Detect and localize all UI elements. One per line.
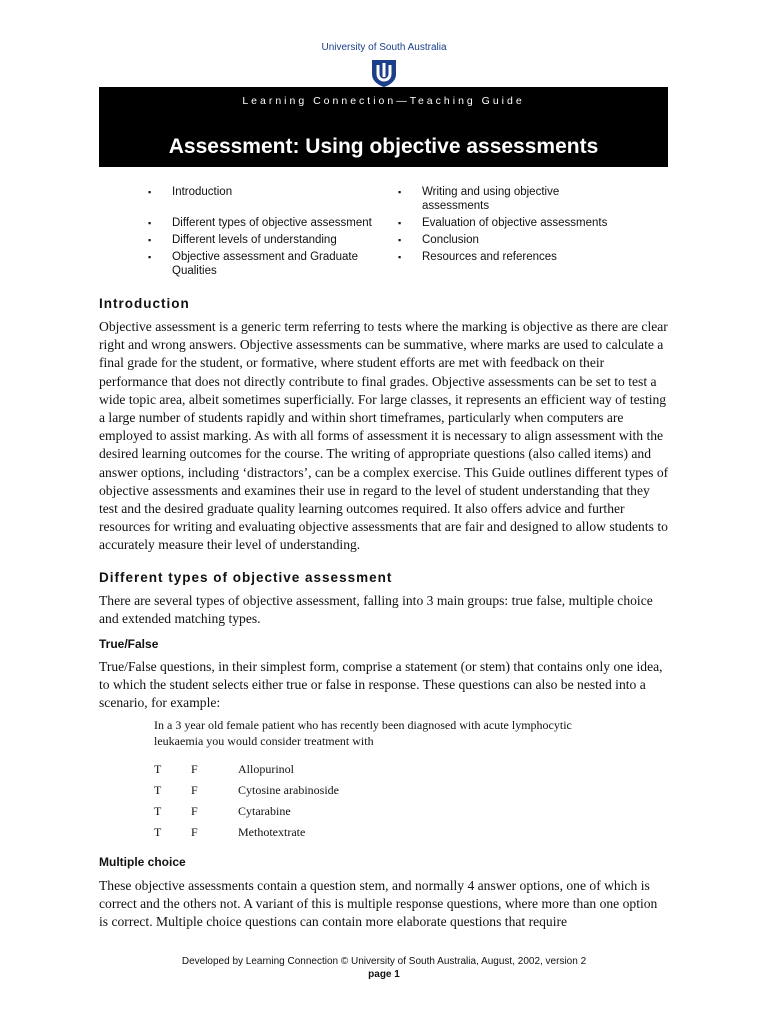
bullet-icon: ▪: [148, 218, 152, 228]
section-heading-introduction: Introduction: [99, 296, 190, 311]
false-marker: F: [191, 825, 198, 839]
toc-item-label: Conclusion: [422, 234, 479, 246]
true-marker: T: [154, 825, 162, 839]
toc-item-levels: [148, 233, 388, 247]
subheading-true-false: True/False: [99, 637, 159, 651]
true-false-row: [154, 804, 414, 825]
page-title: Assessment: Using objective assessments: [168, 135, 599, 158]
toc-item-conclusion: [398, 233, 618, 247]
bullet-icon: ▪: [148, 252, 152, 262]
bullet-icon: ▪: [148, 235, 152, 245]
bullet-icon: ▪: [398, 218, 402, 228]
false-marker: F: [191, 804, 198, 818]
option-label: Cytosine arabinoside: [238, 783, 339, 797]
university-name: University of South Australia: [321, 42, 447, 53]
false-marker: F: [191, 783, 198, 797]
false-marker: F: [191, 762, 198, 776]
toc-item-evaluation: [398, 216, 618, 230]
title-banner: [99, 87, 668, 167]
true-marker: T: [154, 804, 162, 818]
example-question-stem: In a 3 year old female patient who has recently been diagnosed with acute lymphocytic leukaemia you would consider treatment with: [154, 718, 572, 748]
toc-item-resources: [398, 250, 618, 264]
option-label: Methotextrate: [238, 825, 306, 839]
toc-item-graduate-qualities: [148, 250, 388, 278]
bullet-icon: ▪: [398, 235, 402, 245]
toc-left-column: [148, 185, 388, 281]
banner-subtitle: Learning Connection—Teaching Guide: [242, 95, 525, 107]
footer-text: Developed by Learning Connection © University of South Australia, August, 2002, version 2: [181, 956, 587, 967]
bullet-icon: ▪: [148, 187, 152, 197]
toc-item-introduction: [148, 185, 388, 199]
true-false-paragraph: True/False questions, in their simplest form, comprise a statement (or stem) that contains only one idea, to which the student selects either true or false in response. These questions can also be nested into a scenario, for example:: [99, 659, 663, 711]
true-false-row: [154, 825, 414, 846]
subheading-multiple-choice: Multiple choice: [99, 855, 186, 869]
bullet-icon: ▪: [398, 252, 402, 262]
types-paragraph: There are several types of objective assessment, falling into 3 main groups: true false, multiple choice and extended matching types.: [99, 593, 653, 627]
toc-item-label: Evaluation of objective assessments: [422, 217, 608, 229]
bullet-icon: ▪: [398, 187, 402, 197]
multiple-choice-paragraph: These objective assessments contain a question stem, and normally 4 answer options, one of which is correct and the others not. A variant of this is multiple response questions, where more than one option is correct. Multiple choice questions can contain more elaborate questions that require: [99, 878, 658, 930]
option-label: Cytarabine: [238, 804, 291, 818]
unisa-logo-icon: [369, 58, 399, 88]
option-label: Allopurinol: [238, 762, 294, 776]
toc-item-label: Different types of objective assessment: [172, 217, 372, 229]
toc-item-types: [148, 216, 388, 230]
toc-item-label: Introduction: [172, 186, 233, 198]
page-number: page 1: [368, 969, 400, 980]
toc-item-label: Objective assessment and Graduate Qualities: [172, 251, 359, 277]
toc-item-writing: [398, 185, 618, 213]
true-false-row: [154, 783, 414, 804]
toc-item-label: Different levels of understanding: [172, 234, 337, 246]
toc-right-column: [398, 185, 618, 267]
true-marker: T: [154, 783, 162, 797]
toc-item-label: Resources and references: [422, 251, 557, 263]
section-heading-types: Different types of objective assessment: [99, 570, 393, 585]
true-marker: T: [154, 762, 162, 776]
true-false-row: [154, 762, 414, 783]
intro-paragraph: Objective assessment is a generic term referring to tests where the marking is objective as there are clear right and wrong answers. Objective assessments can be summative, where marks are used to calculate a final grade for the student, or formative, where student efforts are met with feedback on their performance that does not directly contribute to final grades. Objective assessments can be set to test a wide topic area, albeit sometimes superficially. For large classes, it represents an efficient way of testing a large number of students rapidly and within short timeframes, particularly when computers are employed to assist marking. As with all forms of assessment it is necessary to align assessment with the desired learning outcomes for the course. The writing of appropriate questions (also called items) and answer options, including ‘distractors’, can be a complex exercise. This Guide outlines different types of objective assessments and examines their use in regard to the level of student understanding that they test and the desired graduate quality learning outcomes required. It also offers advice and further resources for writing and evaluating objective assessments that are fair and designed to allow students to accurately measure their level of understanding.: [99, 319, 669, 553]
toc-item-label: Writing and using objective assessments: [422, 186, 560, 212]
true-false-options: [154, 762, 414, 846]
